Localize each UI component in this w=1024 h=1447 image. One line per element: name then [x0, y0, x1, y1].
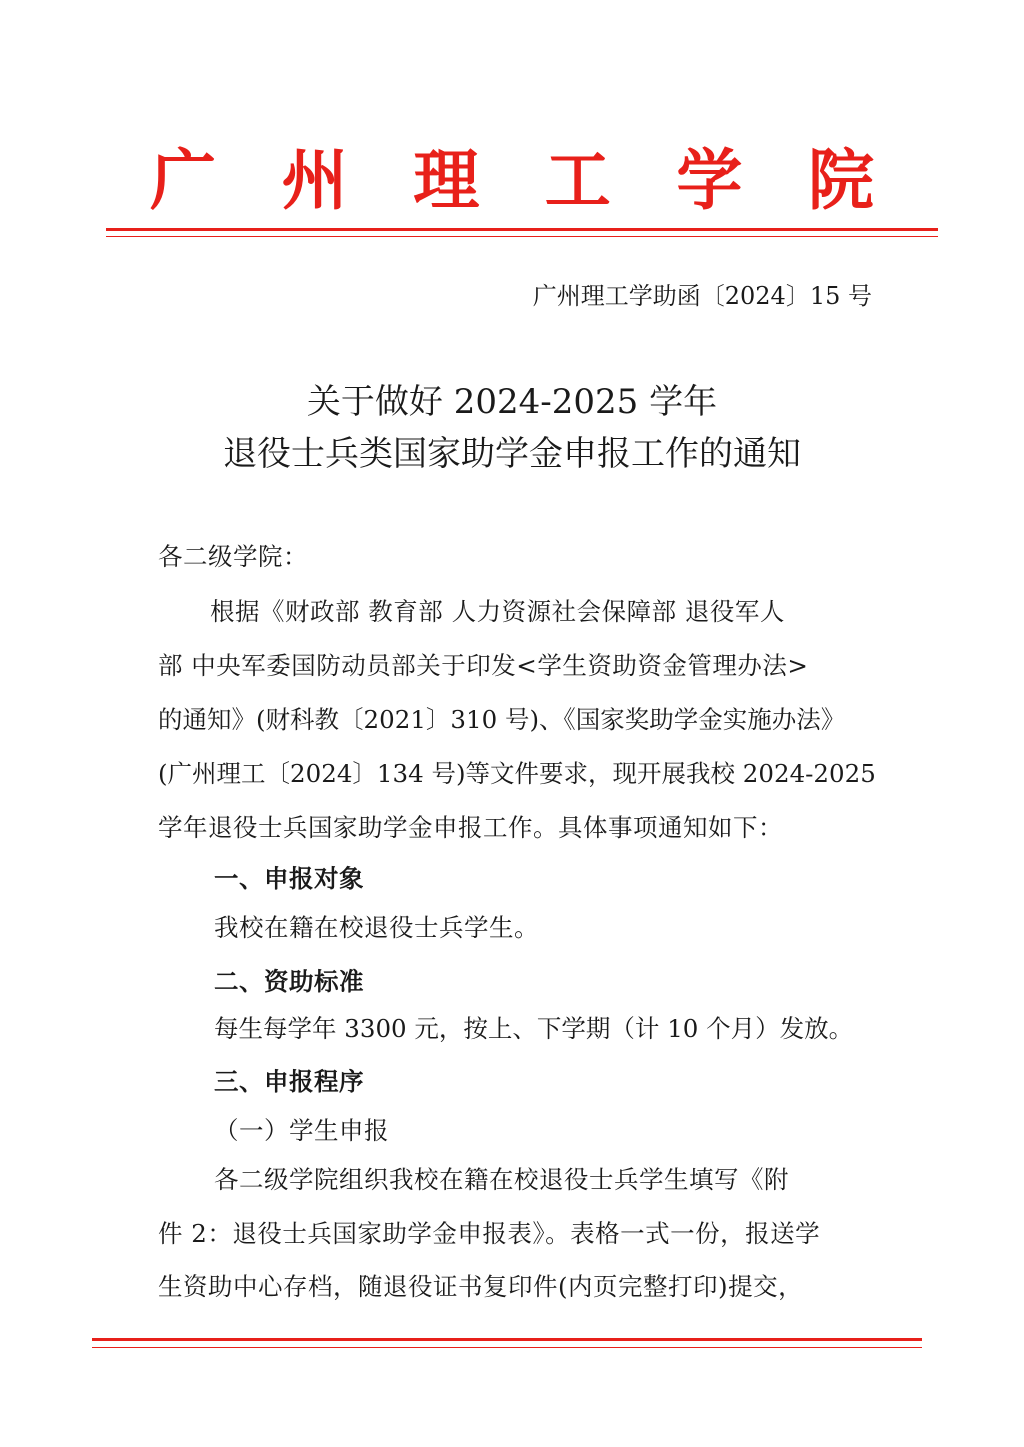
section-text: 各二级学院组织我校在籍在校退役士兵学生填写《附 — [214, 1165, 789, 1194]
section-heading: 一、申报对象 — [214, 864, 364, 893]
masthead-char: 理 — [413, 141, 480, 219]
masthead — [150, 140, 874, 220]
document-number: 广州理工学助函〔2024〕15 号 — [532, 282, 872, 310]
subsection-heading: （一）学生申报 — [214, 1116, 389, 1145]
section-heading: 三、申报程序 — [214, 1067, 364, 1096]
intro-line: 的通知》(财科教〔2021〕310 号)、《国家奖助学金实施办法》 — [158, 705, 846, 734]
intro-line: 根据《财政部 教育部 人力资源社会保障部 退役军人 — [210, 597, 785, 626]
masthead-divider-thin — [106, 236, 938, 237]
section-text: 件 2：退役士兵国家助学金申报表》。表格一式一份，报送学 — [158, 1219, 821, 1248]
intro-line: 学年退役士兵国家助学金申报工作。具体事项通知如下： — [158, 813, 783, 842]
footer-divider-thin — [92, 1347, 922, 1348]
intro-line: (广州理工〔2024〕134 号)等文件要求，现开展我校 2024-2025 — [158, 759, 876, 788]
section-text: 我校在籍在校退役士兵学生。 — [214, 913, 539, 942]
section-text: 每生每学年 3300 元，按上、下学期（计 10 个月）发放。 — [214, 1014, 854, 1043]
intro-line: 部 中央军委国防动员部关于印发<学生资助资金管理办法> — [158, 651, 809, 680]
masthead-divider-thick — [106, 228, 938, 231]
masthead-char: 学 — [676, 141, 743, 219]
section-heading: 二、资助标准 — [214, 967, 364, 996]
masthead-char: 院 — [807, 141, 874, 219]
section-text: 生资助中心存档，随退役证书复印件(内页完整打印)提交， — [158, 1272, 804, 1301]
title-line-1: 关于做好 2024-2025 学年 — [306, 382, 718, 422]
salutation: 各二级学院： — [158, 542, 308, 571]
title-line-2: 退役士兵类国家助学金申报工作的通知 — [223, 434, 801, 474]
masthead-char: 广 — [150, 141, 216, 219]
masthead-char: 州 — [281, 141, 348, 219]
footer-divider-thick — [92, 1338, 922, 1341]
masthead-char: 工 — [544, 141, 611, 219]
